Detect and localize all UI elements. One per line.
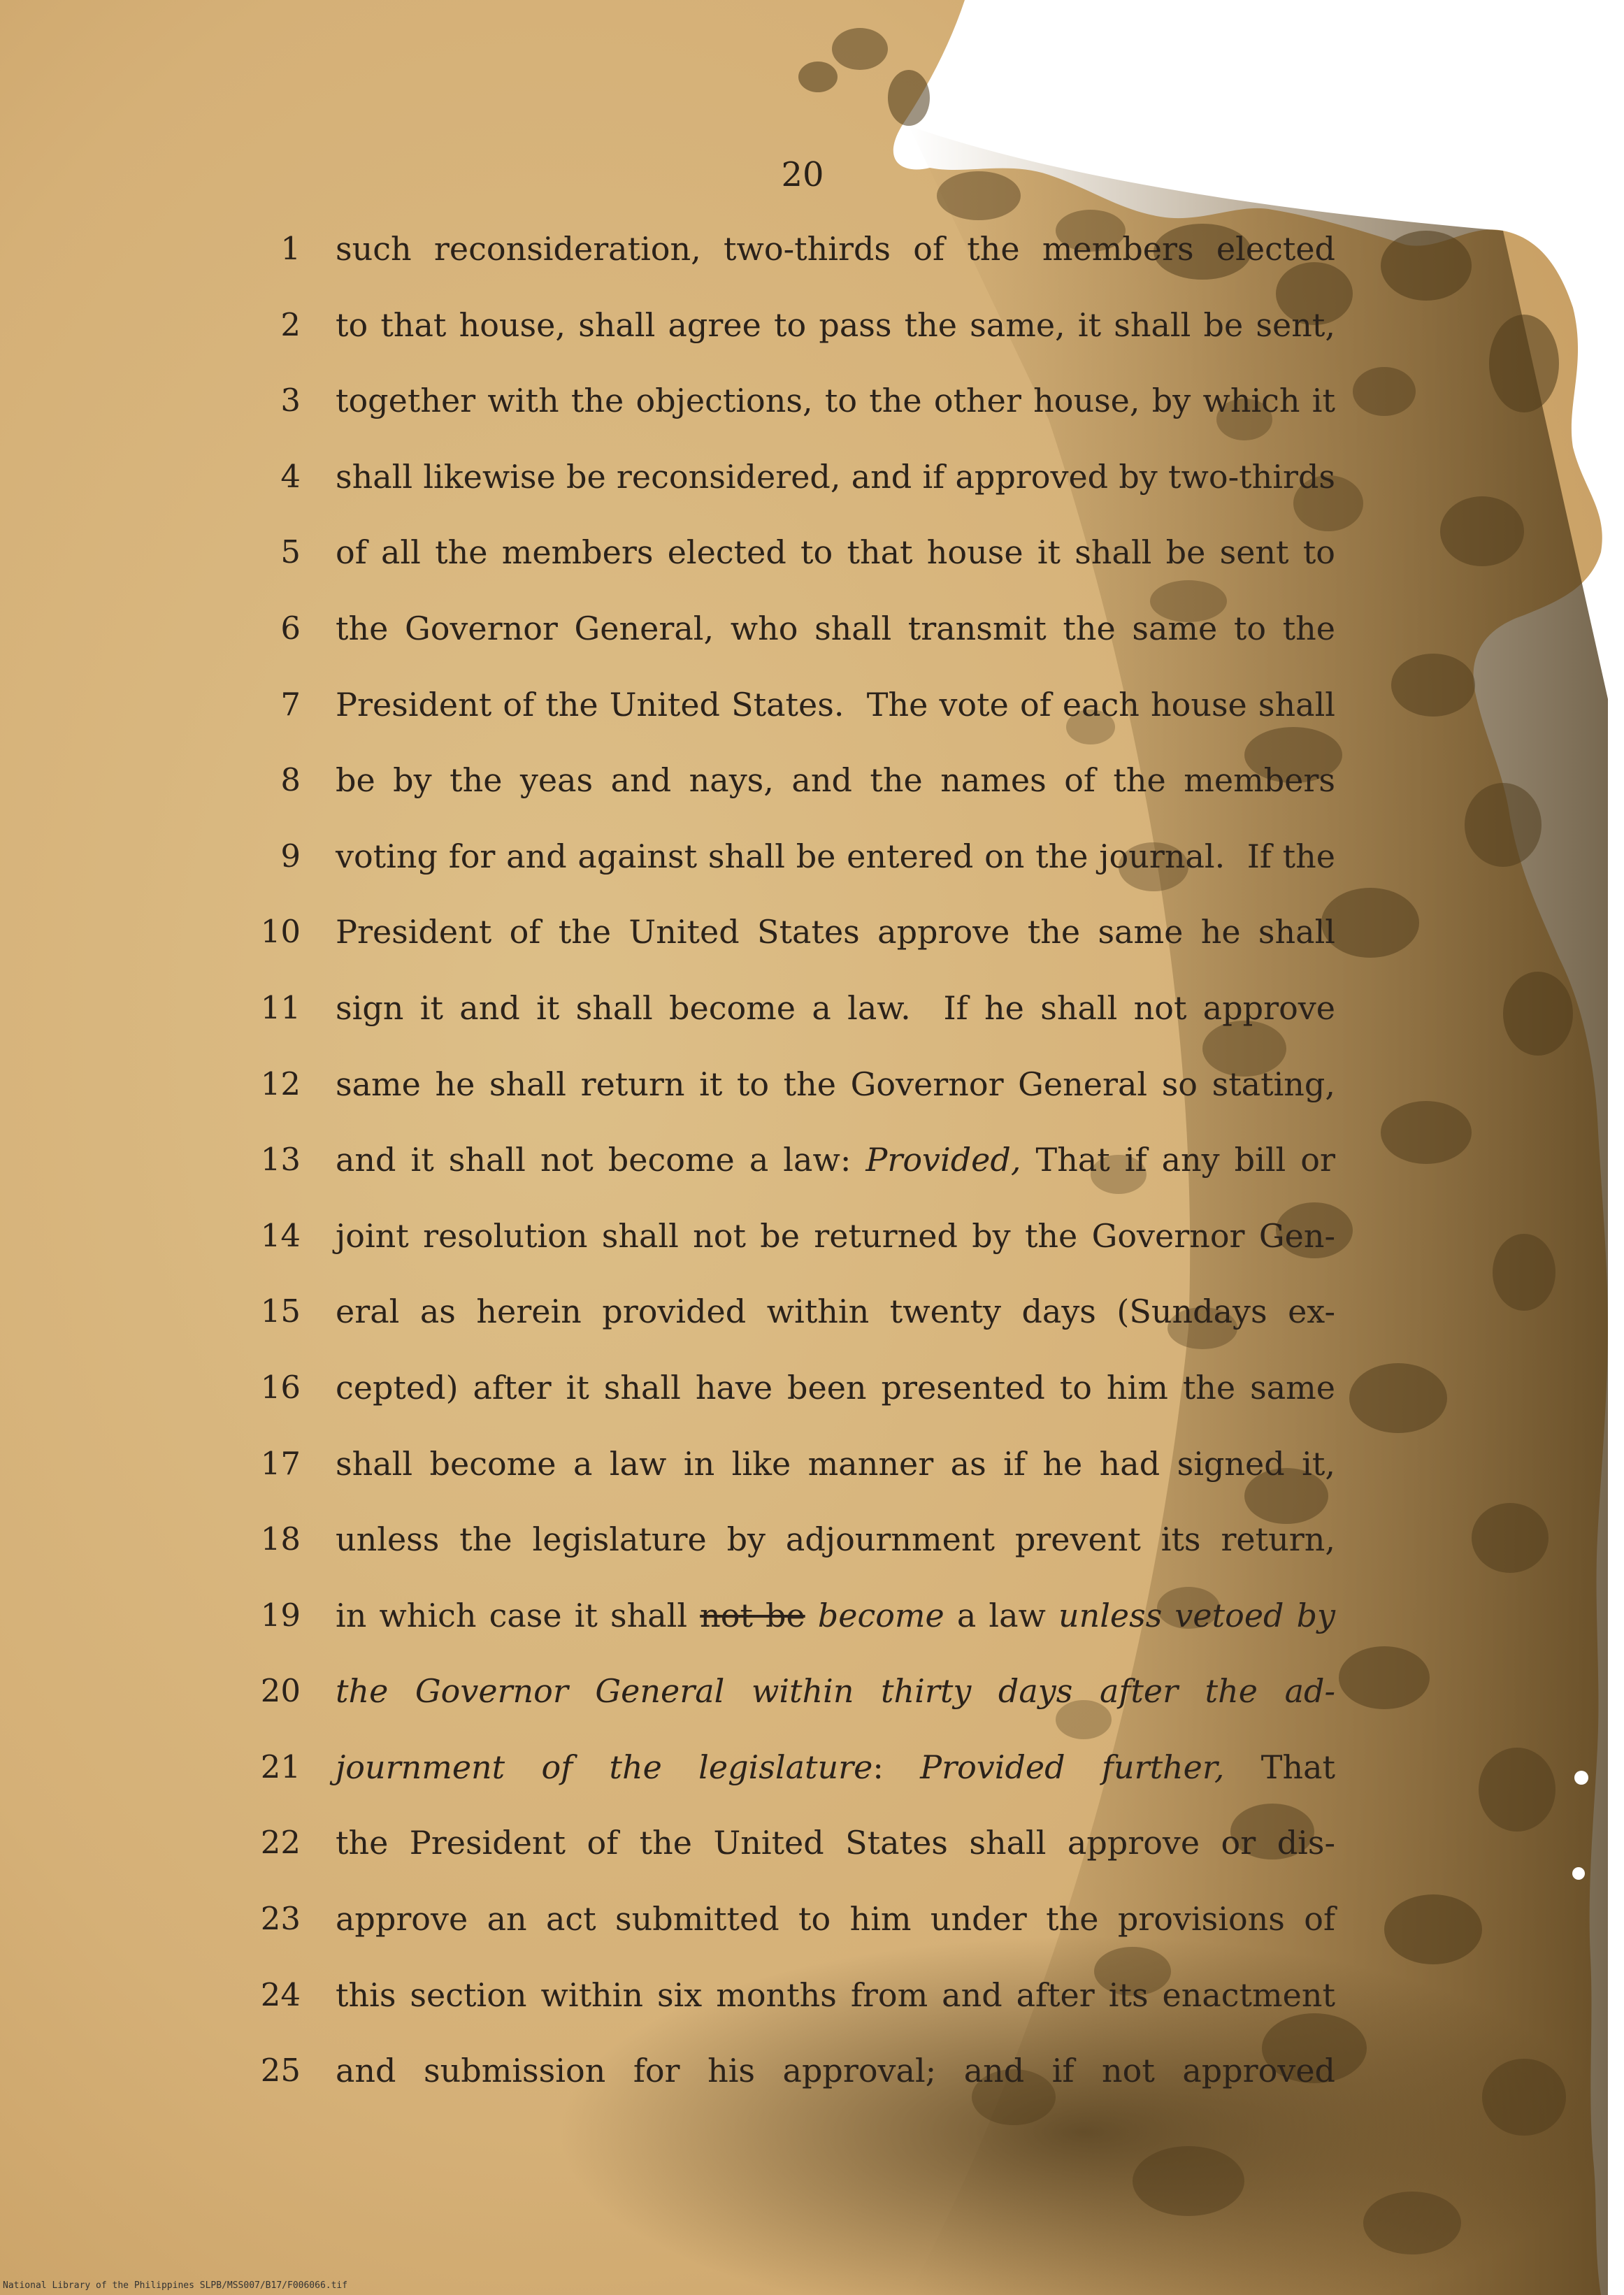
text-segment: and submission for his approval; and if not approved [336, 2052, 1335, 2090]
line-text [336, 1592, 1335, 1639]
text-line [231, 605, 1342, 681]
text-segment: this section within six months from and after its enactment [336, 1976, 1335, 2014]
text-segment: the President of the United States shall approve or dis- [336, 1824, 1335, 1862]
text-segment: voting for and against shall be entered on the journal. If the [336, 837, 1335, 875]
text-line [231, 756, 1342, 833]
line-text [336, 225, 1335, 273]
line-text [336, 984, 1335, 1032]
line-number: 18 [260, 1520, 301, 1558]
text-line [231, 1364, 1342, 1440]
line-number: 22 [260, 1824, 301, 1862]
line-number: 11 [260, 988, 301, 1026]
line-number: 5 [280, 533, 301, 571]
line-text [336, 1288, 1335, 1335]
text-segment: cepted) after it shall have been presented to him the same [336, 1368, 1335, 1407]
text-line [231, 1212, 1342, 1288]
text-line [231, 1667, 1342, 1743]
page-number: 20 [781, 155, 824, 194]
text-line [231, 377, 1342, 453]
text-line [231, 1819, 1342, 1895]
italic-text: Provided, [865, 1141, 1021, 1179]
line-text [336, 908, 1335, 956]
text-segment: That if any bill or [1021, 1141, 1335, 1179]
text-line [231, 301, 1342, 377]
line-text [336, 1667, 1335, 1715]
line-number: 17 [260, 1444, 301, 1482]
italic-text: Provided further, [920, 1748, 1225, 1786]
line-number: 4 [280, 457, 301, 495]
text-segment: unless the legislature by adjournment prevent its return, [336, 1520, 1335, 1559]
text-segment: approve an act submitted to him under the provisions of [336, 1900, 1335, 1938]
line-text [336, 1516, 1335, 1563]
text-line [231, 984, 1342, 1060]
line-text [336, 1060, 1335, 1108]
line-number: 2 [280, 305, 301, 343]
line-number: 24 [260, 1976, 301, 2013]
line-text [336, 833, 1335, 880]
text-segment: and it shall not become a law: [336, 1141, 866, 1179]
text-line [231, 833, 1342, 909]
line-text [336, 1971, 1335, 2019]
text-segment: : [872, 1748, 921, 1786]
text-segment: same he shall return it to the Governor General so stating, [336, 1065, 1335, 1103]
text-segment: in which case it shall [336, 1596, 700, 1634]
archive-footer-label: National Library of the Philippines SLPB/MSS007/B17/F006066.tif [3, 2280, 348, 2291]
text-line [231, 908, 1342, 984]
text-segment: sign it and it shall become a law. If he shall not approve [336, 988, 1335, 1027]
line-number: 15 [260, 1293, 301, 1330]
text-line [231, 1743, 1342, 1820]
line-text [336, 528, 1335, 576]
line-number: 21 [260, 1748, 301, 1785]
text-segment: That [1224, 1748, 1336, 1786]
line-text [336, 1212, 1335, 1260]
text-line [231, 225, 1342, 301]
line-number: 13 [260, 1141, 301, 1179]
text-line [231, 1895, 1342, 1971]
text-segment: a law [944, 1596, 1058, 1634]
line-text [336, 1819, 1335, 1866]
line-number: 1 [280, 230, 301, 267]
text-line [231, 1060, 1342, 1137]
text-segment: of all the members elected to that house it shall be sent to [336, 533, 1335, 572]
line-number: 12 [260, 1065, 301, 1102]
text-segment: President of the United States approve the same he shall [336, 913, 1335, 951]
line-text [336, 756, 1335, 804]
line-text [336, 1364, 1335, 1411]
text-line [231, 1440, 1342, 1516]
line-text [336, 1136, 1335, 1184]
text-line [231, 1971, 1342, 2048]
text-line [231, 681, 1342, 757]
line-number: 6 [280, 609, 301, 647]
text-segment: shall likewise be reconsidered, and if approved by two-thirds [336, 457, 1335, 496]
line-text [336, 1440, 1335, 1488]
italic-text: journment of the legislature [336, 1748, 873, 1786]
line-number: 19 [260, 1596, 301, 1634]
text-segment: together with the objections, to the other house, by which it [336, 382, 1335, 420]
text-line [231, 1516, 1342, 1592]
line-number: 3 [280, 382, 301, 419]
line-number: 23 [260, 1900, 301, 1938]
text-segment: be by the yeas and nays, and the names of the members [336, 761, 1335, 800]
italic-text: the Governor General within thirty days after the ad- [336, 1672, 1335, 1711]
text-segment: eral as herein provided within twenty days (Sundays ex- [336, 1293, 1335, 1331]
text-segment: President of the United States. The vote of each house shall [336, 685, 1335, 724]
line-text [336, 2047, 1335, 2094]
line-number: 10 [260, 913, 301, 951]
text-line [231, 1592, 1342, 1668]
line-text [336, 301, 1335, 349]
line-text [336, 377, 1335, 424]
line-number: 20 [260, 1672, 301, 1710]
text-line [231, 2047, 1342, 2123]
struck-text: not be [700, 1596, 805, 1634]
italic-text: become [817, 1596, 944, 1634]
text-segment: such reconsideration, two-thirds of the members elected [336, 230, 1335, 268]
line-text [336, 1743, 1335, 1791]
line-number: 9 [280, 837, 301, 875]
line-number: 8 [280, 761, 301, 799]
line-text [336, 453, 1335, 501]
text-segment: the Governor General, who shall transmit the same to the [336, 609, 1335, 647]
text-segment: to that house, shall agree to pass the same, it shall be sent, [336, 305, 1335, 344]
numbered-text-lines [231, 225, 1342, 2123]
text-segment: shall become a law in like manner as if he had signed it, [336, 1444, 1335, 1483]
line-text [336, 681, 1335, 728]
line-number: 7 [280, 685, 301, 723]
text-segment [805, 1597, 818, 1634]
line-text [336, 605, 1335, 652]
line-number: 16 [260, 1368, 301, 1406]
italic-text: unless vetoed by [1058, 1596, 1336, 1634]
text-line [231, 1288, 1342, 1364]
line-number: 25 [260, 2052, 301, 2089]
text-segment: joint resolution shall not be returned by the Governor Gen- [336, 1216, 1335, 1255]
text-line [231, 528, 1342, 605]
text-line [231, 1136, 1342, 1212]
text-line [231, 453, 1342, 529]
line-number: 14 [260, 1216, 301, 1254]
line-text [336, 1895, 1335, 1943]
